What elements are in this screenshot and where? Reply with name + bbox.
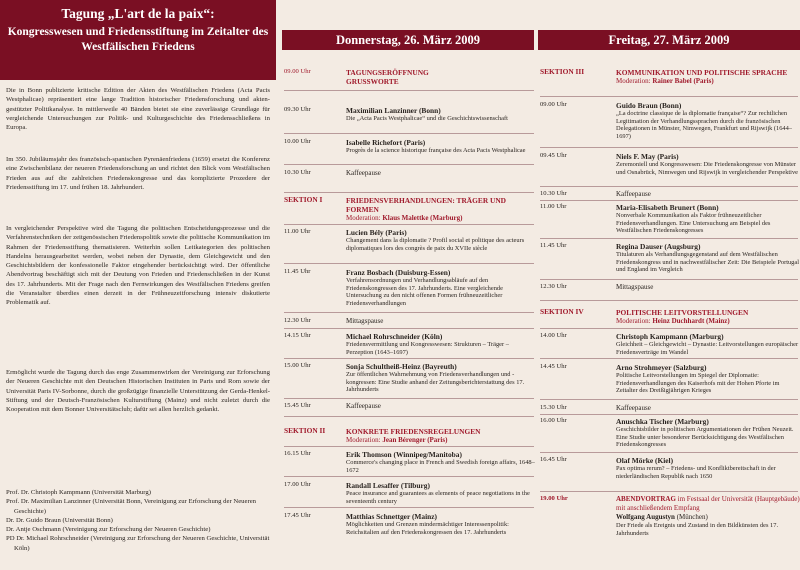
divider <box>540 491 798 492</box>
section-label: SEKTION III <box>540 67 585 76</box>
intro-paragraph-2: Im 350. Jubiläumsjahr des französisch-spanischen Pyrenäenfriedens (1659) ersetzt die Konferenz eine Zwischenbilanz der neueren Friedensforschung an und richtet den Blick vom Westfälischen Frieden aus auf die zahlreichen Friedenskongresse und das komplizierte Prozedere der Friedensstiftung im 17. und frühen 18. Jahrhundert. <box>6 156 270 191</box>
time-label: 11.45 Uhr <box>284 268 311 275</box>
talk-title: Titulaturen als Verhandlungsgegenstand auf dem Westfälischen Friedenskongress und in nachwestfälischer Zeit: Die Beispiele Portugal und England im Vergleich <box>616 251 799 274</box>
talk-title: Peace insurance and guarantees as elements of peace negotiations in the seventeenth century <box>346 490 530 505</box>
divider <box>540 399 798 400</box>
talk-title: Pax optima rerum? – Friedens- und Konfliktbereitschaft in der niederländischen Republik nach 1650 <box>616 465 776 480</box>
speaker-name: Lucien Bély (Paris) <box>346 228 407 237</box>
section-label: SEKTION I <box>284 195 323 204</box>
talk-title: Progrès de la science historique française des Acta Pacis Westphalicae <box>346 147 526 154</box>
speaker-name: Niels F. May (Paris) <box>616 152 679 161</box>
intro-paragraph-1: Die in Bonn publizierte kritische Edition der Akten des Westfälischen Friedens (Acta Pacis Westphalicae) repräsentiert eine lange Tradition historischer Friedensforschung und aktengestützter Politikanalyse. In mittlerweile 40 Bänden bietet sie eine zuverlässige Grundlage für vergleichende Untersuchungen zur Politik- und Kulturgeschichte des Friedensschließens in Europa. <box>6 87 270 132</box>
talk-title: Nonverbale Kommunikation als Faktor frühneuzeitlicher Friedensverhandlungen. Eine Untersuchung am Beispiel des Westfälischen Friedenskongresses <box>616 212 771 235</box>
talk-title: „La doctrine classique de la diplomatie française“? Zur rechtlichen Legitimation der Verhandlungssprachen durch die französischen Delegationen in Münster, Nimwegen, Frankfurt und Rijswijk (1644–1697) <box>616 110 792 140</box>
break-label: Kaffeepause <box>616 404 651 412</box>
day2-header: Freitag, 27. März 2009 <box>538 30 800 50</box>
break-label: Kaffeepause <box>346 169 381 177</box>
divider <box>284 398 534 399</box>
time-label: 15.30 Uhr <box>540 404 567 411</box>
divider <box>284 164 534 165</box>
time-label: 09.00 Uhr <box>284 68 311 75</box>
time-label: 09.00 Uhr <box>540 101 567 108</box>
divider <box>540 96 798 97</box>
conference-subtitle: Kongresswesen und Friedensstiftung im Zeitalter des Westfälischen Friedens <box>7 26 269 53</box>
time-label: 12.30 Uhr <box>284 317 311 324</box>
time-label: 16.45 Uhr <box>540 456 567 463</box>
divider <box>284 416 534 417</box>
talk-title: Changement dans la diplomatie ? Profil social et politique des acteurs diplomatiques lors des congrès de paix du XVIIe siècle <box>346 237 525 252</box>
time-label: 15.00 Uhr <box>284 362 311 369</box>
time-label: 10.00 Uhr <box>284 138 311 145</box>
speaker-name: Michael Rohrschneider (Köln) <box>346 332 443 341</box>
divider <box>284 224 534 225</box>
intro-paragraph-3: In vergleichender Perspektive wird die Tagung die politischen Entscheidungsprozesse und die Verfahrenstechniken der zeitgenössischen Friedenspolitik sowie die politische Kommunikation im Rahmen der Friedensstiftung thematisieren. Weiterhin sollen Leitkategorien des politischen Handelns herausgearbeitet werden, wobei neben der Dynastie, dem Gleichgewicht und den Geschichtsbildern der konfessionelle Faktor eingehender berücksichtigt wird. Der öffentliche Abendvortrag beschäftigt sich mit der Deutung von Frieden und Friedenschließen in der Kunst des 17. Jahrhunderts. Mit der Frage nach den Fernwirkungen des Westfälischen Friedens greifen die Veranstalter überdies einen derzeit in der Frühneuzeitforschung intensiv diskutierte Problematik auf. <box>6 225 270 307</box>
talk-title: Möglichkeiten und Grenzen mindermächtiger Interessenpolitik: Reichsitalien auf den Friedenskongressen des 17. Jahrhunderts <box>346 521 509 536</box>
time-label: 10.30 Uhr <box>540 190 567 197</box>
divider <box>284 476 534 477</box>
schedule-row <box>284 68 534 86</box>
speaker-name: Arno Strohmeyer (Salzburg) <box>616 363 707 372</box>
section-title: POLITISCHE LEITVORSTELLUNGEN <box>616 308 749 317</box>
intro-column <box>0 0 276 570</box>
moderator-name: Rainer Babel (Paris) <box>652 77 714 85</box>
talk-title: Geschichtsbilder in politischen Argumentationen der Frühen Neuzeit. Eine Studie unter besonderer Berücksichtigung des Westfälischen Friedenskongresses <box>616 426 794 449</box>
section-title: KOMMUNIKATION UND POLITISCHE SPRACHE <box>616 68 788 77</box>
intro-header <box>0 0 276 80</box>
divider <box>540 186 798 187</box>
time-label: 12.30 Uhr <box>540 283 567 290</box>
speaker-name: Matthias Schnettger (Mainz) <box>346 512 437 521</box>
time-label: 16.00 Uhr <box>540 417 567 424</box>
organizer-item: Prof. Dr. Christoph Kampmann (Universität Marburg) <box>6 489 151 496</box>
speaker-name: Anuschka Tischer (Marburg) <box>616 417 709 426</box>
time-label: 16.15 Uhr <box>284 450 311 457</box>
divider <box>540 200 798 201</box>
moderation: Moderation: Rainer Babel (Paris) <box>616 77 714 85</box>
divider <box>284 312 534 313</box>
time-label: 09.30 Uhr <box>284 106 311 113</box>
time-label: 19.00 Uhr <box>540 495 568 502</box>
organizer-item: Dr. Antje Oschmann (Vereinigung zur Erforschung der Neueren Geschichte) <box>6 526 211 534</box>
moderation: Moderation: Jean Bérenger (Paris) <box>346 436 448 444</box>
conference-title: Tagung „L'art de la paix“: <box>61 6 215 21</box>
speaker-name: Guido Braun (Bonn) <box>616 101 682 110</box>
time-label: 11.00 Uhr <box>540 203 567 210</box>
divider <box>540 279 798 280</box>
divider <box>540 358 798 359</box>
moderation: Moderation: Klaus Malettke (Marburg) <box>346 214 463 222</box>
time-label: 15.45 Uhr <box>284 402 311 409</box>
section-title: FRIEDENSVERHANDLUNGEN: TRÄGER UND FORMEN <box>346 196 507 214</box>
moderator-name: Klaus Malettke (Marburg) <box>382 214 463 222</box>
talk-title: Zur öffentlichen Wahrnehmung von Friedensverhandlungen und -kongressen: Eine Studie anhand der Zeitungsberichterstattung des 17. Jahrhunderts <box>346 371 525 394</box>
break-label: Kaffeepause <box>346 402 381 410</box>
divider <box>284 446 534 447</box>
talk-title: Politische Leitvorstellungen im Spiegel der Diplomatie: Friedensverhandlungen des Kaiserhofs mit der Hohen Pforte im Zeitalter des Dreißigjährigen Krieges <box>616 372 780 395</box>
divider <box>540 238 798 239</box>
section-label: SEKTION IV <box>540 307 584 316</box>
speaker-name: Randall Lesaffer (Tilburg) <box>346 481 430 490</box>
divider <box>540 300 798 301</box>
speaker-name: Erik Thomson (Winnipeg/Manitoba) <box>346 450 462 459</box>
divider <box>284 263 534 264</box>
break-label: Mittagspause <box>616 283 654 291</box>
divider <box>284 133 534 134</box>
session-title: TAGUNGSERÖFFNUNG <box>346 68 429 77</box>
speaker-name: Olaf Mörke (Kiel) <box>616 456 674 465</box>
organizer-item: Dr. Dr. Guido Braun (Universität Bonn) <box>6 516 113 524</box>
evening-lecture-label: ABENDVORTRAG im Festsaal der Universität (Hauptgebäude) mit anschließendem Empfang <box>616 495 800 512</box>
divider <box>284 90 534 91</box>
time-label: 14.15 Uhr <box>284 332 311 339</box>
section-title: KONKRETE FRIEDENSREGELUNGEN <box>346 427 481 436</box>
talk-title: Der Friede als Ereignis und Zustand in den Bildkünsten des 17. Jahrhunderts <box>616 522 779 537</box>
speaker-name: Isabelle Richefort (Paris) <box>346 138 426 147</box>
time-label: 14.45 Uhr <box>540 363 567 370</box>
section-label: SEKTION II <box>284 426 326 435</box>
organizer-item: PD Dr. Michael Rohrschneider (Vereinigung zur Erforschung der Neueren Geschichte, Universität Köln) <box>6 535 270 552</box>
speaker-name: Franz Bosbach (Duisburg-Essen) <box>346 268 451 277</box>
break-label: Mittagspause <box>346 317 384 325</box>
time-label: 09.45 Uhr <box>540 152 567 159</box>
talk-title: Friedensvermittlung und Kongresswesen: Strukturen – Träger – Perzeption (1643–1697) <box>346 341 509 356</box>
talk-title: Zeremoniell und Kongresswesen: Die Friedenskongresse von Münster und Osnabrück, Nimwegen und Rijswijk in vergleichender Perspektive <box>616 161 798 176</box>
intro-paragraph-4: Ermöglicht wurde die Tagung durch das enge Zusammenwirken der Vereinigung zur Erforschung der Neueren Geschichte mit den Deutschen Historischen Instituten in Paris und Rom sowie der Universität Paris IV-Sorbonne, durch die großzügige finanzielle Unterstützung der Gerda-Henkel-Stiftung und der Deutsch-Französischen Kulturstiftung (Mainz) und nicht zuletzt durch die Kooperation mit dem Bonner Universitätsclub; dafür sei allen herzlich gedankt. <box>6 369 270 414</box>
organizer-item: Prof. Dr. Maximilian Lanzinner (Universität Bonn, Vereinigung zur Erforschung der Neueren Geschichte) <box>6 498 257 515</box>
talk-title: Die „Acta Pacis Westphalicae“ und die Geschichtswissenschaft <box>346 115 508 122</box>
talk-title: Verfahrensordnungen und Verhandlungsabläufe auf den Friedenskongressen des 17. Jahrhunderts. Eine vergleichende Untersuchung zu den nicht offenen Formen frühneuzeitlicher Friedensverhandlungen <box>346 277 503 307</box>
speaker-name: Maria-Elisabeth Brunert (Bonn) <box>616 203 719 212</box>
divider <box>284 507 534 508</box>
evening-speaker: Wolfgang Augustyn (München) <box>616 513 708 521</box>
divider <box>540 328 798 329</box>
divider <box>540 147 798 148</box>
time-label: 11.45 Uhr <box>540 242 567 249</box>
speaker-name: Regina Dauser (Augsburg) <box>616 242 701 251</box>
day1-header: Donnerstag, 26. März 2009 <box>282 30 534 50</box>
speaker-name: Sonja Schultheiß-Heinz (Bayreuth) <box>346 362 457 371</box>
divider <box>540 414 798 415</box>
time-label: 17.45 Uhr <box>284 512 311 519</box>
break-label: Kaffeepause <box>616 190 651 198</box>
time-label: 11.00 Uhr <box>284 228 311 235</box>
organizer-list <box>6 488 270 553</box>
session-title: GRUSSWORTE <box>346 77 399 86</box>
talk-title: Commerce's changing place in French and Swedish foreign affairs, 1648–1672 <box>346 459 535 474</box>
speaker-name: Christoph Kampmann (Marburg) <box>616 332 724 341</box>
divider <box>540 452 798 453</box>
divider <box>284 358 534 359</box>
moderator-name: Heinz Duchhardt (Mainz) <box>652 317 730 325</box>
talk-title: Gleichheit – Gleichgewicht – Dynastie: Leitvorstellungen europäischer Friedensverträge im Wandel <box>616 341 799 356</box>
moderation: Moderation: Heinz Duchhardt (Mainz) <box>616 317 730 325</box>
divider <box>284 328 534 329</box>
time-label: 17.00 Uhr <box>284 481 311 488</box>
time-label: 10.30 Uhr <box>284 169 311 176</box>
time-label: 14.00 Uhr <box>540 332 567 339</box>
moderator-name: Jean Bérenger (Paris) <box>382 436 448 444</box>
divider <box>284 192 534 193</box>
speaker-name: Maximilian Lanzinner (Bonn) <box>346 106 441 115</box>
